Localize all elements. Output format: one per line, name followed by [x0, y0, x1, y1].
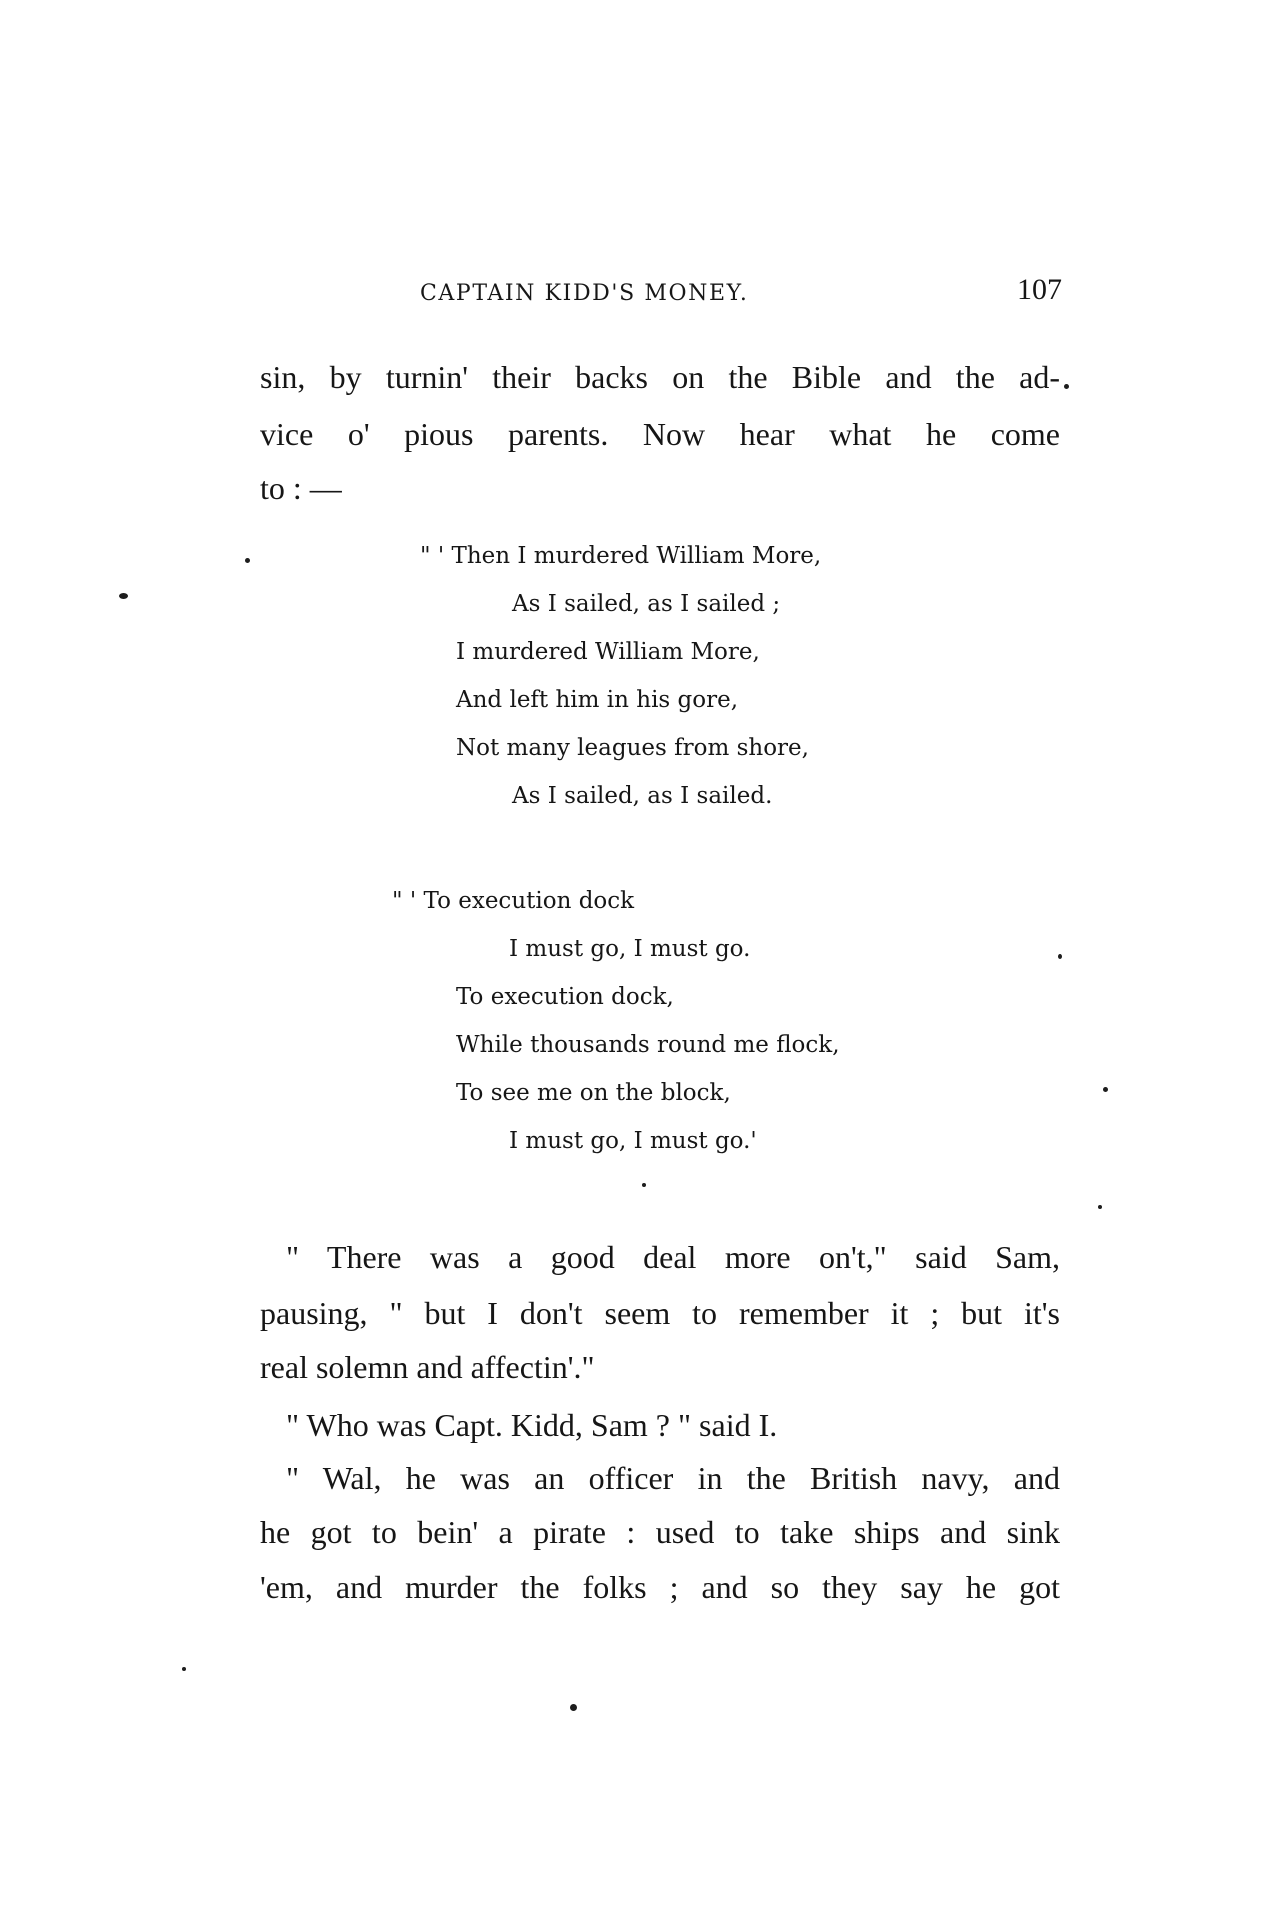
top-paragraph-line-3: to : —: [260, 470, 342, 506]
verse-2-line-3: To execution dock,: [456, 984, 674, 1010]
bottom-paragraph-line-7: 'em, and murder the folks ; and so they say he got: [260, 1569, 1060, 1605]
print-speck: [1058, 954, 1062, 959]
verse-1-line-3: I murdered William More,: [456, 639, 760, 665]
verse-1-line-4: And left him in his gore,: [456, 687, 739, 713]
running-title: CAPTAIN KIDD'S MONEY.: [420, 281, 749, 306]
page-number: 107: [1017, 273, 1062, 306]
bottom-paragraph-line-3: real solemn and affectin'.": [260, 1349, 595, 1385]
print-speck: [570, 1704, 577, 1711]
verse-1-line-1: " ' Then I murdered William More,: [420, 543, 822, 569]
verse-1-line-2: As I sailed, as I sailed ;: [512, 591, 781, 617]
page-header: [260, 275, 1060, 315]
bottom-paragraph-line-5: " Wal, he was an officer in the British navy, and: [286, 1460, 1060, 1496]
verse-1-line-6: As I sailed, as I sailed.: [512, 783, 773, 809]
print-speck: [245, 558, 250, 563]
print-speck: [1064, 384, 1069, 389]
verse-2-line-5: To see me on the block,: [456, 1080, 731, 1106]
bottom-paragraph-line-6: he got to bein' a pirate : used to take ships and sink: [260, 1514, 1060, 1550]
print-speck: [1098, 1205, 1102, 1209]
verse-2-line-6: I must go, I must go.': [509, 1128, 757, 1154]
bottom-paragraph-line-2: pausing, " but I don't seem to remember it ; but it's: [260, 1295, 1060, 1331]
verse-1-line-5: Not many leagues from shore,: [456, 735, 809, 761]
print-speck: [182, 1667, 186, 1671]
print-speck: [119, 593, 128, 599]
bottom-paragraph-line-4: " Who was Capt. Kidd, Sam ? " said I.: [286, 1407, 778, 1443]
verse-2-line-1: " ' To execution dock: [392, 888, 635, 914]
top-paragraph-line-2: vice o' pious parents. Now hear what he come: [260, 416, 1060, 452]
top-paragraph-line-1: sin, by turnin' their backs on the Bible and the ad-: [260, 359, 1060, 395]
verse-2-line-2: I must go, I must go.: [509, 936, 751, 962]
print-speck: [1103, 1087, 1108, 1092]
bottom-paragraph-line-1: " There was a good deal more on't," said Sam,: [286, 1239, 1060, 1275]
verse-2-line-4: While thousands round me flock,: [456, 1032, 840, 1058]
print-speck: [642, 1183, 646, 1187]
